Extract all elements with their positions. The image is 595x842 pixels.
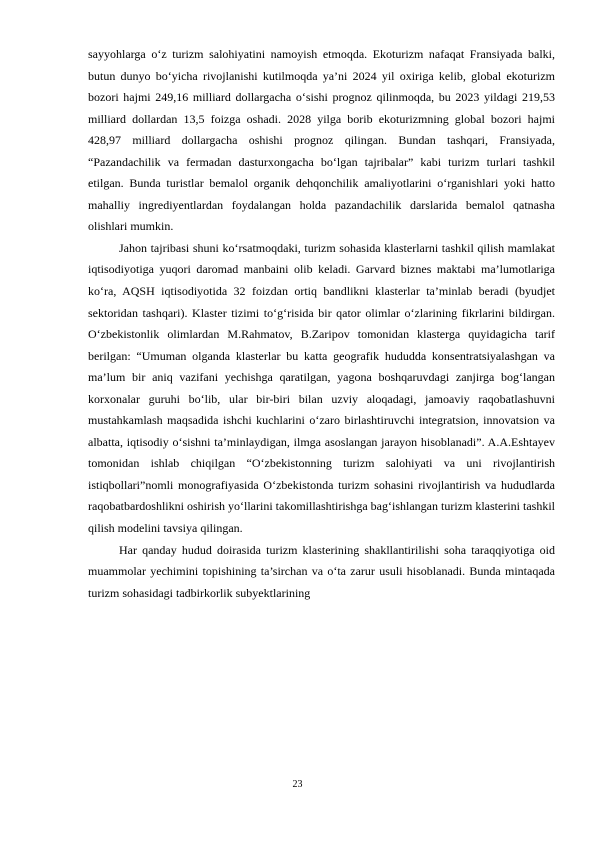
document-page [88, 44, 555, 604]
paragraph-cluster-formation: Har qanday hudud doirasida turizm klasterining shakllantirilishi soha taraqqiyotiga oid muammolar yechimini topishining ta’sirchan va o‘ta zarur usuli hisoblanadi. Bunda mintaqada turizm sohasidagi tadbirkorlik subyektlarining [88, 542, 555, 600]
paragraph-cluster-experience: Jahon tajribasi shuni ko‘rsatmoqdaki, turizm sohasida klasterlarni tashkil qilish mamlakat iqtisodiyotiga yuqori daromad manbaini olib keladi. Garvard biznes maktabi ma’lumotlariga ko‘ra, AQSH iqtisodiyotida 32 foizdan ortiq bandlikni klasterlar ta’minlab beradi (byudjet sektoridan tashqari). Klaster tizimi to‘g‘risida bir qator olimlar o‘zlarining fikrlarini bildirgan. O‘zbekistonlik olimlardan M.Rahmatov, B.Zaripov tomonidan klasterga quyidagicha tarif berilgan: “Umuman olganda klasterlar bu katta geografik hududda konsentratsiyalashgan va ma’lum bir aniq vazifani yechishga qaratilgan, yagona boshqaruvdagi zanjirga bog‘langan korxonalar guruhi bo‘lib, ular bir-biri bilan uzviy aloqadagi, jamoaviy raqobatlashuvni mustahkamlash maqsadida ishchi kuchlarini o‘zaro birlashtiruvchi integratsion, innovatsion va albatta, iqtisodiy o‘sishni ta’minlaydigan, ilmga asoslangan jarayon hisoblanadi”. A.A.Eshtayev tomonidan ishlab chiqilgan “O‘zbekistonning turizm salohiyati va uni rivojlantirish istiqbollari”nomli monografiyasida O‘zbekistonda turizm sohasini rivojlantirish va hududlarda raqobatbardoshlikni oshirish yo‘llarini takomillashtirishga bag‘ishlangan turizm klasterini tashkil qilish modelini tavsiya qilingan. [88, 240, 555, 536]
page-number: 23 [292, 779, 303, 790]
paragraph-ecotourism: sayyohlarga o‘z turizm salohiyatini namoyish etmoqda. Ekoturizm nafaqat Fransiyada balki, butun dunyo bo‘yicha rivojlanishi kutilmoqda ya’ni 2024 yil oxiriga kelib, global ekoturizm bozori hajmi 249,16 milliard dollargacha o‘sishi prognoz qilinmoqda, bu 2023 yildagi 219,53 milliard dollardan 13,5 foizga oshadi. 2028 yilga borib ekoturizmning global bozori hajmi 428,97 milliard dollargacha oshishi prognoz qilingan. Bundan tashqari, Fransiyada, “Pazandachilik va fermadan dasturxongacha bo‘lgan tajribalar” kabi turizm turlari tashkil etilgan. Bunda turistlar bemalol organik dehqonchilik amaliyotlarini o‘rganishlari yoki hatto mahalliy ingrediyentlardan foydalangan holda pazandachilik darslarida bemalol qatnasha olishlari mumkin. [88, 47, 555, 234]
